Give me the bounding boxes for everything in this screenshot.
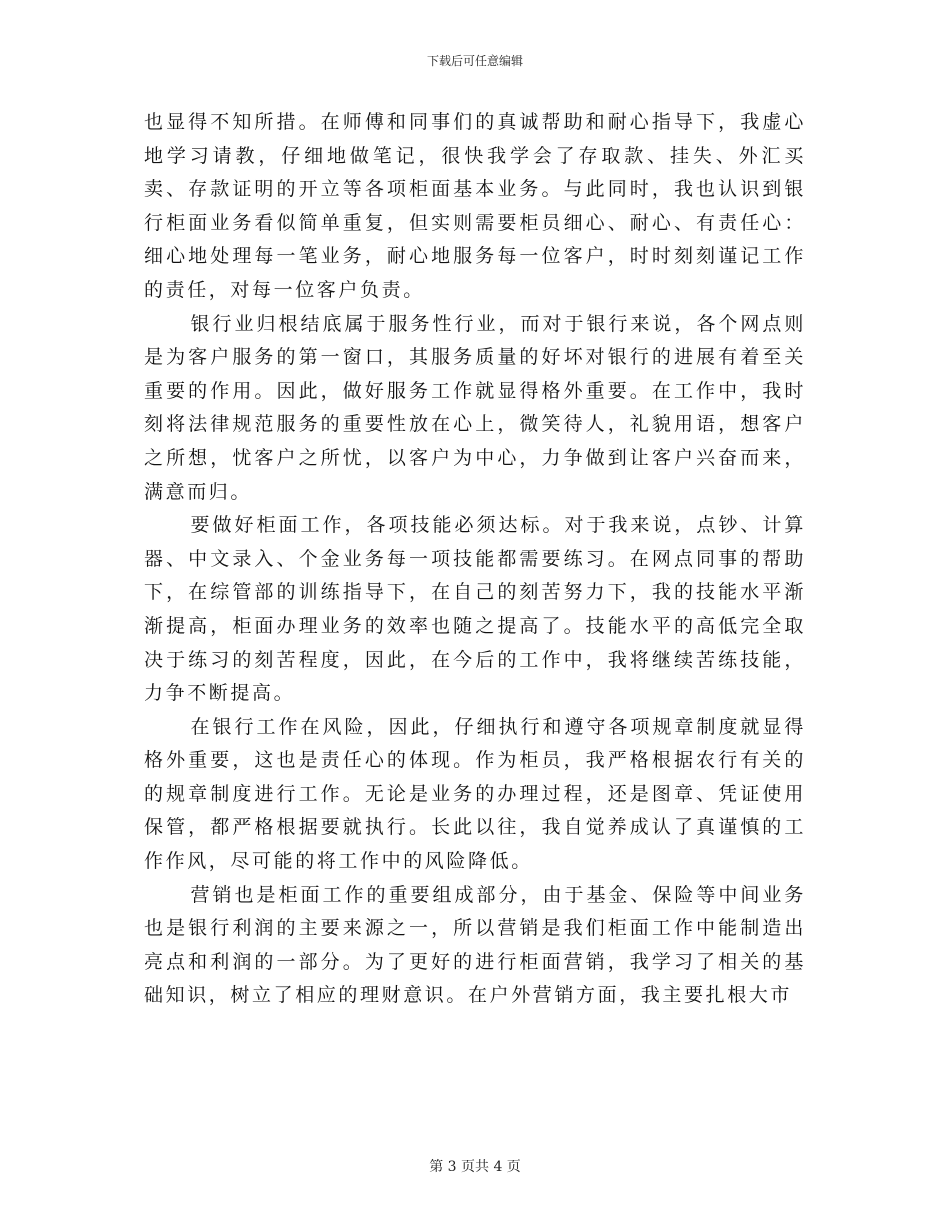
paragraph-4: 在银行工作在风险，因此，仔细执行和遵守各项规章制度就显得格外重要，这也是责任心的体现。作为柜员，我严格根据农行有关的的规章制度进行工作。无论是业务的办理过程，还是图章、凭证使用保管，都严格根据要就执行。长此以往，我自觉养成认了真谨慎的工作作风，尽可能的将工作中的风险降低。 [144,715,806,873]
paragraph-3: 要做好柜面工作，各项技能必须达标。对于我来说，点钞、计算器、中文录入、个金业务每一项技能都需要练习。在网点同事的帮助下，在综管部的训练指导下，在自己的刻苦努力下，我的技能水平渐渐提高，柜面办理业务的效率也随之提高了。技能水平的高低完全取决于练习的刻苦程度，因此，在今后的工作中，我将继续苦练技能，力争不断提高。 [144,514,806,705]
page-header: 下载后可任意编辑 [426,54,523,68]
paragraph-5: 营销也是柜面工作的重要组成部分，由于基金、保险等中间业务也是银行利润的主要来源之一，所以营销是我们柜面工作中能制造出亮点和利润的一部分。为了更好的进行柜面营销，我学习了相关的基础知识，树立了相应的理财意识。在户外营销方面，我主要扎根大市 [144,883,806,1007]
paragraph-1: 也显得不知所措。在师傅和同事们的真诚帮助和耐心指导下，我虚心地学习请教，仔细地做笔记，很快我学会了存取款、挂失、外汇买卖、存款证明的开立等各项柜面基本业务。与此同时，我也认识到银行柜面业务看似简单重复，但实则需要柜员细心、耐心、有责任心：细心地处理每一笔业务，耐心地服务每一位客户，时时刻刻谨记工作的责任，对每一位客户负责。 [144,111,806,301]
paragraph-2: 银行业归根结底属于服务性行业，而对于银行来说，各个网点则是为客户服务的第一窗口，其服务质量的好坏对银行的进展有着至关重要的作用。因此，做好服务工作就显得格外重要。在工作中，我时刻将法律规范服务的重要性放在心上，微笑待人，礼貌用语，想客户之所想，忧客户之所忧，以客户为中心，力争做到让客户兴奋而来，满意而归。 [144,312,806,503]
document-body [144,106,806,1013]
page-number: 第 3 页共 4 页 [429,1159,521,1175]
